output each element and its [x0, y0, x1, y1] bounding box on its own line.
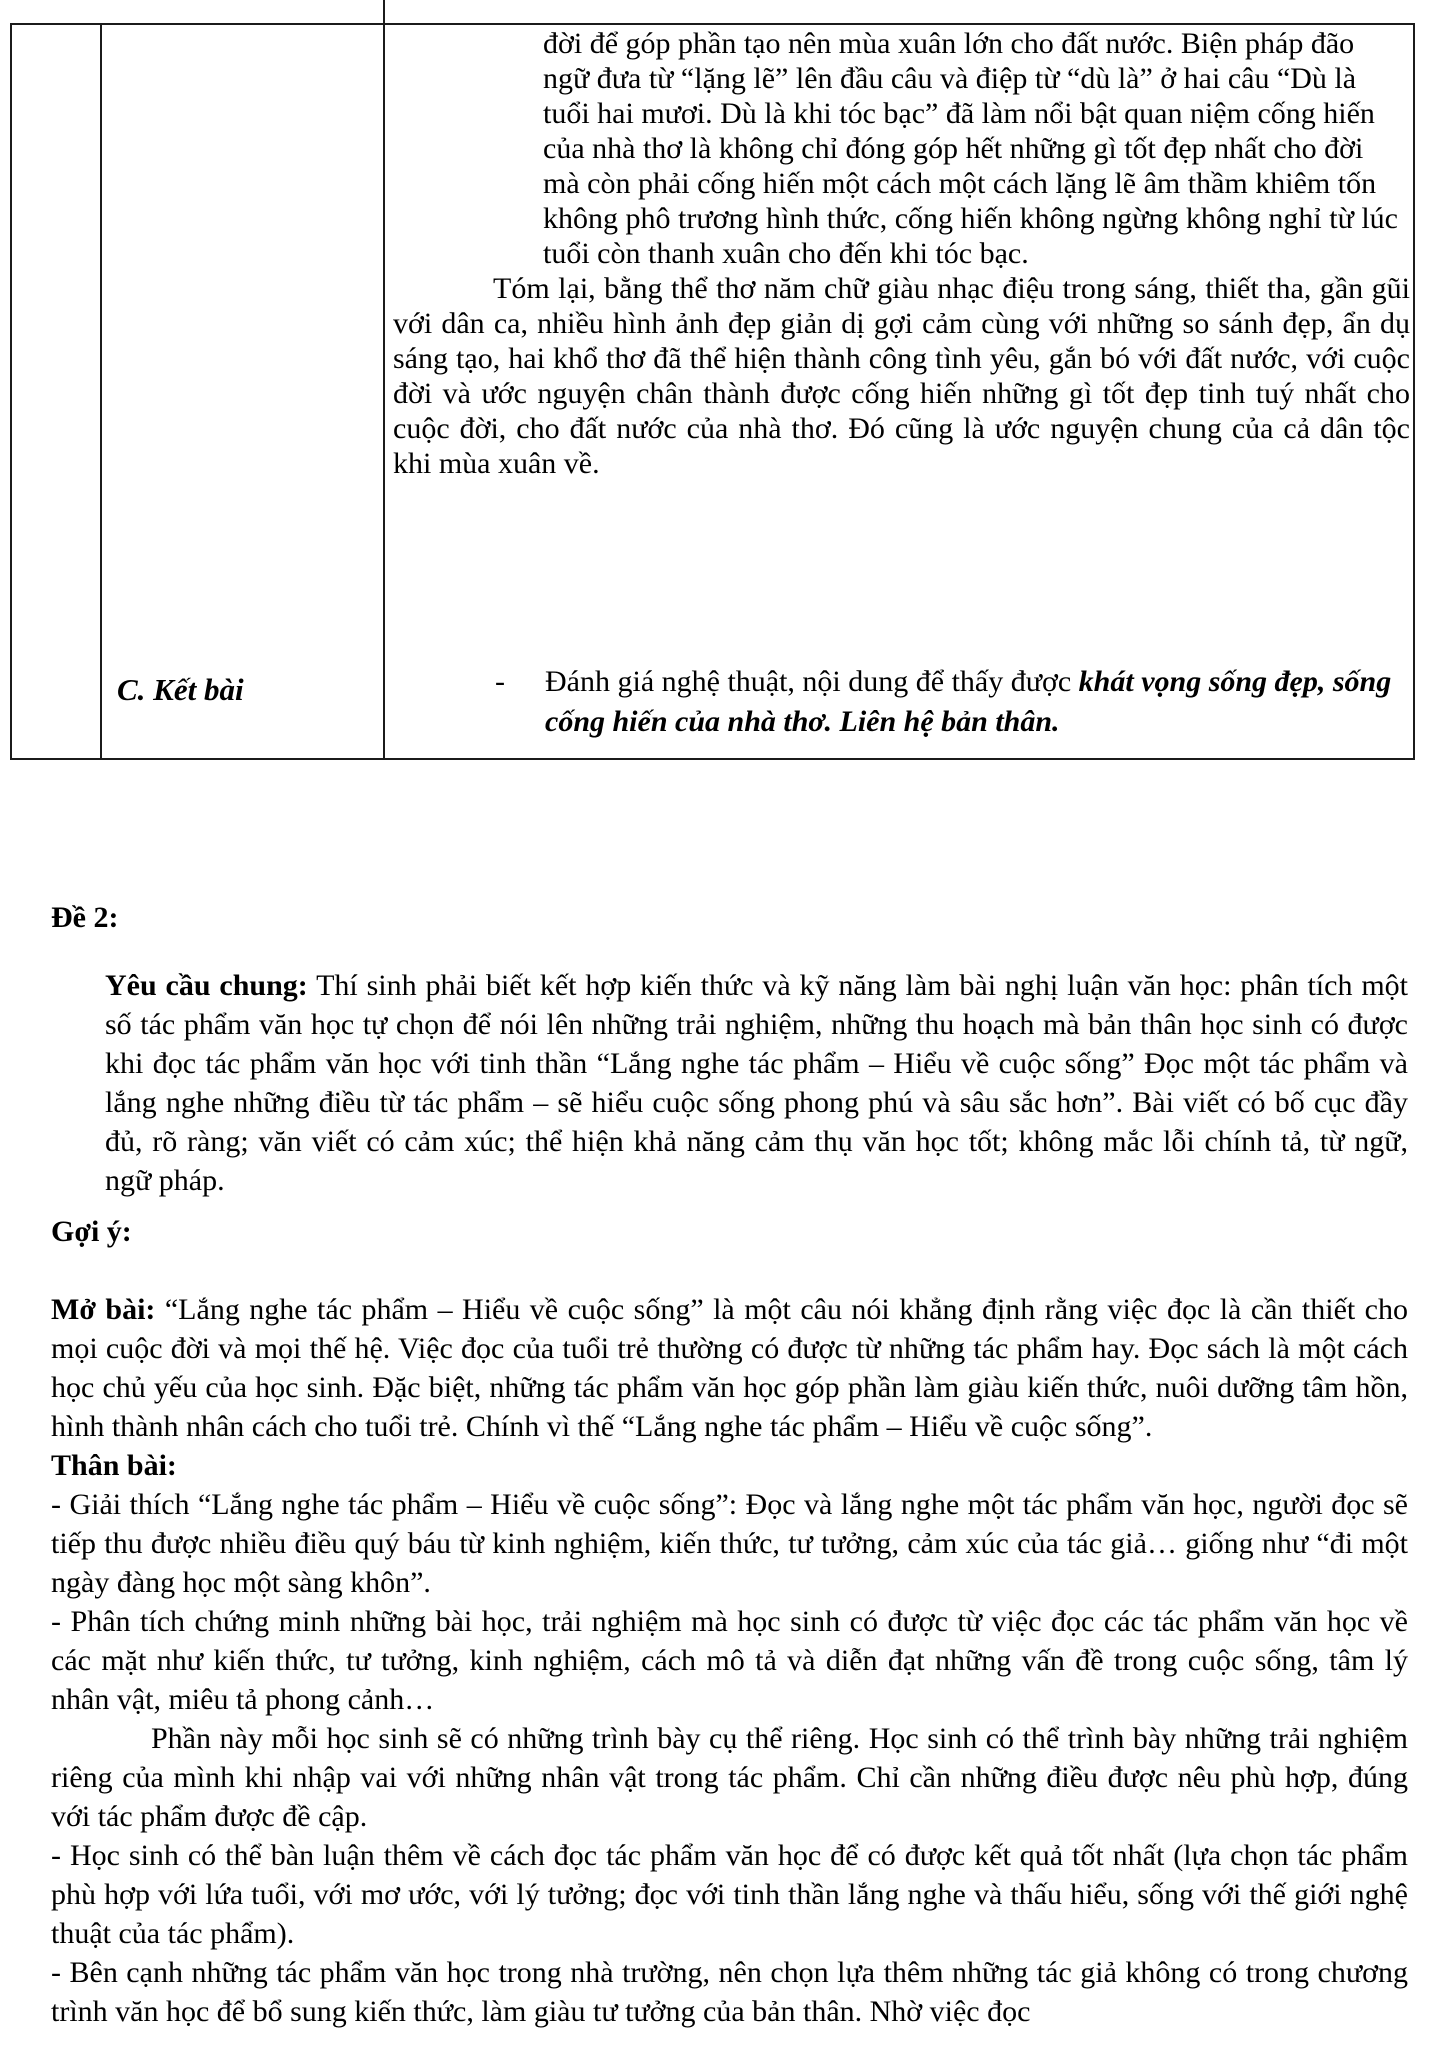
table-border-stub [383, 0, 385, 23]
yeu-cau-chung-text: Thí sinh phải biết kết hợp kiến thức và kỹ năng làm bài nghị luận văn học: phân tích một số tác phẩm văn học tự chọn để nói lên những trải nghiệm, những thu hoạch mà bản thân học sinh có được khi đọc tác phẩm văn học với tinh thần “Lắng nghe tác phẩm – Hiểu về cuộc sống” Đọc một tác phẩm và lắng nghe những điều từ tác phẩm – sẽ hiểu cuộc sống phong phú và sâu sắc hơn”. Bài viết có bố cục đầy đủ, rõ ràng; văn viết có cảm xúc; thể hiện khả năng cảm thụ văn học tốt; không mắc lỗi chính tả, từ ngữ, ngữ pháp. [105, 969, 1408, 1197]
table-row-label-ket-bai: C. Kết bài [117, 672, 244, 707]
ket-bai-bullet-item [495, 662, 1422, 742]
mo-bai-label: Mở bài: [51, 1293, 156, 1326]
paragraph-hoc-sinh: - Học sinh có thể bàn luận thêm về cách đọc tác phẩm văn học để có được kết quả tốt nhất (lựa chọn tác phẩm phù hợp với lứa tuổi, với mơ ước, với lý tưởng; đọc với tinh thần lắng nghe và thấu hiểu, sống với thế giới nghệ thuật của tác phẩm). [51, 1839, 1408, 1950]
bullet-text [545, 662, 1422, 742]
continuation-paragraph: đời để góp phần tạo nên mùa xuân lớn cho đất nước. Biện pháp đão ngữ đưa từ “lặng lẽ” lên đầu câu và điệp từ “dù là” ở hai câu “Dù là tuổi hai mươi. Dù là khi tóc bạc” đã làm nổi bật quan niệm cống hiến của nhà thơ là không chỉ đóng góp hết những gì tốt đẹp nhất cho đời mà còn phải cống hiến một cách một cách lặng lẽ âm thầm khiêm tốn không phô trương hình thức, cống hiến không ngừng không nghỉ từ lúc tuổi còn thanh xuân cho đến khi tóc bạc. [543, 27, 1398, 270]
summary-paragraph: Tóm lại, bằng thể thơ năm chữ giàu nhạc điệu trong sáng, thiết tha, gần gũi với dân ca, nhiều hình ảnh đẹp giản dị gợi cảm cùng với những so sánh đẹp, ẩn dụ sáng tạo, hai khổ thơ đã thể hiện thành công tình yêu, gắn bó với đất nước, với cuộc đời và ước nguyện chân thành được cống hiến những gì tốt đẹp tinh tuý nhất cho cuộc đời, cho đất nước của nhà thơ. Đó cũng là ước nguyện chung của cả dân tộc khi mùa xuân về. [393, 272, 1410, 480]
bullet-lead-text: Đánh giá nghệ thuật, nội dung để thấy được [545, 665, 1079, 698]
heading-than-bai: Thân bài: [51, 1449, 177, 1482]
paragraph-phan-nay: Phần này mỗi học sinh sẽ có những trình bày cụ thể riêng. Học sinh có thể trình bày những trải nghiệm riêng của mình khi nhập vai với những nhân vật trong tác phẩm. Chỉ cần những điều được nêu phù hợp, đúng với tác phẩm được đề cập. [51, 1722, 1408, 1833]
paragraph-phan-tich: - Phân tích chứng minh những bài học, trải nghiệm mà học sinh có được từ việc đọc các tác phẩm văn học về các mặt như kiến thức, tư tưởng, kinh nghiệm, cách mô tả và diễn đạt những vấn đề trong cuộc sống, tâm lý nhân vật, miêu tả phong cảnh… [51, 1605, 1408, 1716]
paragraph-ben-canh: - Bên cạnh những tác phẩm văn học trong nhà trường, nên chọn lựa thêm những tác giả không có trong chương trình văn học để bổ sung kiến thức, làm giàu tư tưởng của bản thân. Nhờ việc đọc [51, 1956, 1408, 2028]
yeu-cau-chung-paragraph [105, 966, 1408, 1200]
outline-table [10, 23, 1415, 760]
mo-bai-text: “Lắng nghe tác phẩm – Hiểu về cuộc sống” là một câu nói khẳng định rằng việc đọc là cần thiết cho mọi cuộc đời và mọi thế hệ. Việc đọc của tuổi trẻ thường có được từ những tác phẩm hay. Đọc sách là một cách học chủ yếu của học sinh. Đặc biệt, những tác phẩm văn học góp phần làm giàu kiến thức, nuôi dưỡng tâm hồn, hình thành nhân cách cho tuổi trẻ. Chính vì thế “Lắng nghe tác phẩm – Hiểu về cuộc sống”. [51, 1293, 1408, 1443]
table-column-divider [100, 25, 102, 758]
heading-goi-y: Gợi ý: [51, 1215, 132, 1248]
bullet-dash: - [495, 665, 505, 698]
heading-de-2: Đề 2: [51, 901, 119, 934]
table-column-divider [383, 25, 385, 758]
table-cell-analysis [393, 26, 1410, 481]
mo-bai-paragraph [51, 1290, 1408, 1446]
paragraph-giai-thich: - Giải thích “Lắng nghe tác phẩm – Hiểu về cuộc sống”: Đọc và lắng nghe một tác phẩm văn học, người đọc sẽ tiếp thu được nhiều điều quý báu từ kinh nghiệm, kiến thức, tư tưởng, cảm xúc của tác giả… giống như “đi một ngày đàng học một sàng khôn”. [51, 1488, 1408, 1599]
suggestion-body [51, 1290, 1408, 2031]
yeu-cau-chung-label: Yêu cầu chung: [105, 969, 308, 1002]
bullet-emphasis-text: khát vọng sống đẹp, sống cống hiến của nhà thơ. Liên hệ bản thân. [545, 665, 1392, 738]
